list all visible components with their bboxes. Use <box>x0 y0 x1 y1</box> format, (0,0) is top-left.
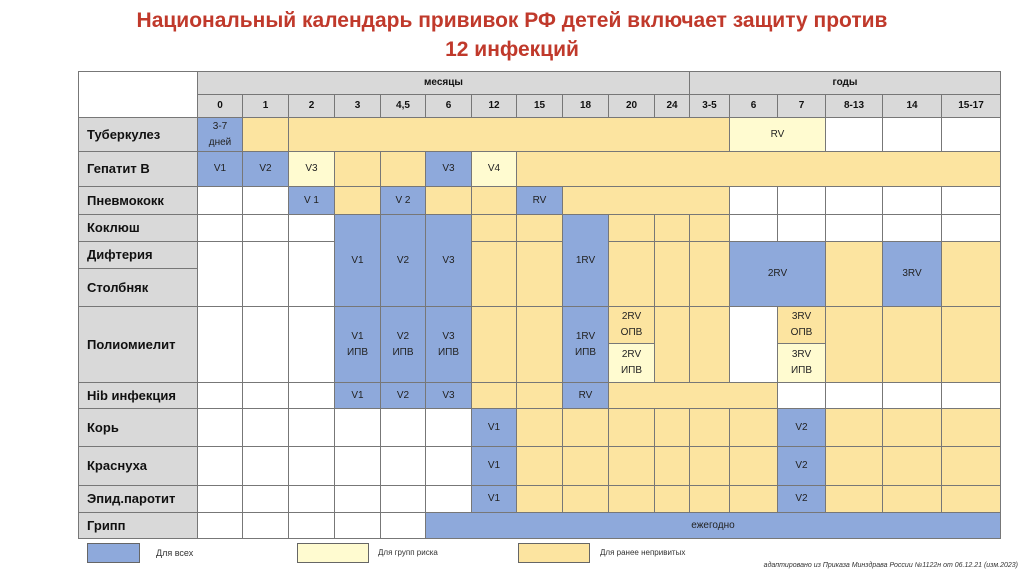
schedule-cell <box>729 485 778 513</box>
schedule-cell <box>288 306 335 383</box>
vaccine-cell: 3RV ОПВ <box>777 306 826 344</box>
schedule-cell <box>516 446 563 486</box>
schedule-cell <box>608 382 778 409</box>
age-header: 0 <box>197 94 243 118</box>
vaccine-cell: V3 <box>288 151 335 187</box>
age-header: 15 <box>516 94 563 118</box>
schedule-cell <box>689 408 730 447</box>
table-corner <box>78 71 198 118</box>
schedule-cell <box>608 241 655 307</box>
vaccine-cell: V2 <box>380 382 426 409</box>
schedule-cell <box>654 485 690 513</box>
schedule-cell <box>425 446 472 486</box>
schedule-cell <box>197 446 243 486</box>
schedule-cell <box>825 214 883 242</box>
legend-swatch-unvaccinated <box>518 543 590 563</box>
schedule-cell <box>197 408 243 447</box>
schedule-cell <box>882 408 942 447</box>
schedule-cell <box>825 382 883 409</box>
schedule-cell <box>288 382 335 409</box>
schedule-cell <box>380 485 426 513</box>
schedule-cell <box>334 512 381 539</box>
schedule-cell <box>516 408 563 447</box>
schedule-cell <box>654 446 690 486</box>
schedule-cell <box>242 241 289 307</box>
row-label-pertussis: Коклюш <box>78 214 198 242</box>
schedule-cell <box>288 485 335 513</box>
schedule-cell <box>729 186 778 215</box>
row-label-pneumo: Пневмококк <box>78 186 198 215</box>
schedule-cell <box>689 485 730 513</box>
vaccine-cell: V3 <box>425 382 472 409</box>
schedule-cell <box>471 306 517 383</box>
age-header: 18 <box>562 94 609 118</box>
schedule-cell <box>242 446 289 486</box>
vaccine-cell: V1 <box>197 151 243 187</box>
vaccine-cell: RV <box>516 186 563 215</box>
schedule-cell <box>825 446 883 486</box>
legend-label-unvaccinated: Для ранее непривитых <box>600 548 686 557</box>
schedule-cell <box>941 214 1001 242</box>
schedule-cell <box>729 214 778 242</box>
vaccine-cell: 3-7 дней <box>197 117 243 152</box>
schedule-cell <box>654 408 690 447</box>
schedule-cell <box>380 446 426 486</box>
schedule-cell <box>777 382 826 409</box>
legend-swatch-risk <box>297 543 369 563</box>
age-header: 8-13 <box>825 94 883 118</box>
schedule-cell <box>608 214 655 242</box>
schedule-cell <box>777 214 826 242</box>
schedule-cell <box>471 214 517 242</box>
vaccine-cell: V2 ИПВ <box>380 306 426 383</box>
schedule-cell <box>516 485 563 513</box>
vaccine-cell: V2 <box>777 485 826 513</box>
schedule-cell <box>197 306 243 383</box>
schedule-cell <box>288 512 335 539</box>
schedule-cell <box>825 485 883 513</box>
vaccine-cell: RV <box>729 117 826 152</box>
schedule-cell <box>608 446 655 486</box>
age-header: 20 <box>608 94 655 118</box>
vaccine-cell: 1RV <box>562 214 609 307</box>
vaccine-cell: V4 <box>471 151 517 187</box>
age-header: 14 <box>882 94 942 118</box>
schedule-cell <box>516 214 563 242</box>
schedule-cell <box>471 382 517 409</box>
title-line-2: 12 инфекций <box>445 38 579 61</box>
schedule-cell <box>608 485 655 513</box>
schedule-cell <box>425 408 472 447</box>
vaccine-cell: V3 <box>425 151 472 187</box>
age-header: 1 <box>242 94 289 118</box>
schedule-cell <box>334 485 381 513</box>
vaccine-cell: V2 <box>777 446 826 486</box>
schedule-cell <box>197 186 243 215</box>
schedule-cell <box>242 117 289 152</box>
schedule-cell <box>242 306 289 383</box>
schedule-cell <box>654 214 690 242</box>
schedule-cell <box>380 151 426 187</box>
schedule-cell <box>516 151 1001 187</box>
row-label-hepb: Гепатит В <box>78 151 198 187</box>
schedule-cell <box>516 306 563 383</box>
age-header: 24 <box>654 94 690 118</box>
schedule-cell <box>197 214 243 242</box>
vaccine-cell: V1 <box>471 446 517 486</box>
schedule-cell <box>825 117 883 152</box>
schedule-cell <box>941 485 1001 513</box>
age-header: 6 <box>729 94 778 118</box>
row-label-measles: Корь <box>78 408 198 447</box>
schedule-cell <box>825 408 883 447</box>
schedule-cell <box>334 408 381 447</box>
vaccine-cell: 1RV ИПВ <box>562 306 609 383</box>
age-header: 3-5 <box>689 94 730 118</box>
legend-swatch-all <box>87 543 140 563</box>
vaccine-cell: RV <box>562 382 609 409</box>
schedule-cell <box>882 117 942 152</box>
schedule-cell <box>729 446 778 486</box>
schedule-cell <box>825 241 883 307</box>
vaccine-cell: ежегодно <box>425 512 1001 539</box>
vaccine-cell: V3 ИПВ <box>425 306 472 383</box>
schedule-cell <box>941 306 1001 383</box>
schedule-cell <box>242 214 289 242</box>
vaccine-cell: V1 <box>471 485 517 513</box>
age-header: 3 <box>334 94 381 118</box>
schedule-cell <box>516 241 563 307</box>
schedule-cell <box>941 382 1001 409</box>
schedule-cell <box>689 306 730 383</box>
schedule-cell <box>516 382 563 409</box>
years-header: годы <box>689 71 1001 95</box>
row-label-flu: Грипп <box>78 512 198 539</box>
schedule-cell <box>882 306 942 383</box>
schedule-cell <box>380 408 426 447</box>
schedule-cell <box>197 485 243 513</box>
age-header: 6 <box>425 94 472 118</box>
schedule-cell <box>777 186 826 215</box>
vaccine-cell: V2 <box>777 408 826 447</box>
vaccine-cell: V2 <box>380 214 426 307</box>
age-header: 15-17 <box>941 94 1001 118</box>
schedule-cell <box>562 186 730 215</box>
legend-label-risk: Для групп риска <box>378 548 438 557</box>
schedule-cell <box>825 306 883 383</box>
legend-label-all: Для всех <box>156 548 194 558</box>
schedule-cell <box>689 214 730 242</box>
schedule-cell <box>197 241 243 307</box>
vaccine-cell: V1 <box>334 214 381 307</box>
schedule-cell <box>882 186 942 215</box>
schedule-cell <box>941 446 1001 486</box>
schedule-cell <box>689 241 730 307</box>
schedule-cell <box>334 446 381 486</box>
schedule-cell <box>288 214 335 242</box>
schedule-cell <box>654 241 690 307</box>
schedule-cell <box>288 117 730 152</box>
schedule-cell <box>197 512 243 539</box>
schedule-cell <box>197 382 243 409</box>
vaccine-cell: V2 <box>242 151 289 187</box>
vaccine-cell: 2RV ИПВ <box>608 343 655 383</box>
schedule-cell <box>425 186 472 215</box>
schedule-cell <box>729 306 778 383</box>
vaccine-cell: 3RV <box>882 241 942 307</box>
vaccine-cell: V 2 <box>380 186 426 215</box>
schedule-cell <box>425 485 472 513</box>
schedule-cell <box>380 512 426 539</box>
source-note: адаптировано из Приказа Минздрава России №1122н от 06.12.21 (изм.2023) <box>763 562 1018 569</box>
schedule-cell <box>334 151 381 187</box>
months-header: месяцы <box>197 71 690 95</box>
schedule-cell <box>562 408 609 447</box>
age-header: 7 <box>777 94 826 118</box>
title-line-1: Национальный календарь прививок РФ детей включает защиту против <box>136 9 888 32</box>
schedule-cell <box>242 382 289 409</box>
schedule-cell <box>689 446 730 486</box>
schedule-cell <box>242 186 289 215</box>
schedule-cell <box>729 408 778 447</box>
schedule-cell <box>882 485 942 513</box>
age-header: 4,5 <box>380 94 426 118</box>
schedule-cell <box>941 241 1001 307</box>
row-label-mumps: Эпид.паротит <box>78 485 198 513</box>
age-header: 12 <box>471 94 517 118</box>
schedule-cell <box>654 306 690 383</box>
schedule-cell <box>471 186 517 215</box>
vaccine-cell: 2RV <box>729 241 826 307</box>
schedule-cell <box>941 186 1001 215</box>
row-label-polio: Полиомиелит <box>78 306 198 383</box>
schedule-cell <box>882 214 942 242</box>
schedule-cell <box>242 485 289 513</box>
schedule-cell <box>242 512 289 539</box>
vaccine-cell: V1 <box>334 382 381 409</box>
schedule-cell <box>562 446 609 486</box>
row-label-tetanus: Столбняк <box>78 268 198 307</box>
vaccine-cell: 2RV ОПВ <box>608 306 655 344</box>
schedule-cell <box>242 408 289 447</box>
vaccine-cell: V1 ИПВ <box>334 306 381 383</box>
row-label-hib: Hib инфекция <box>78 382 198 409</box>
schedule-cell <box>608 408 655 447</box>
row-label-tb: Туберкулез <box>78 117 198 152</box>
row-label-rubella: Краснуха <box>78 446 198 486</box>
schedule-cell <box>825 186 883 215</box>
schedule-cell <box>941 117 1001 152</box>
schedule-cell <box>882 446 942 486</box>
vaccine-cell: 3RV ИПВ <box>777 343 826 383</box>
row-label-diphtheria: Дифтерия <box>78 241 198 269</box>
schedule-cell <box>882 382 942 409</box>
age-header: 2 <box>288 94 335 118</box>
vaccine-cell: V1 <box>471 408 517 447</box>
schedule-cell <box>288 408 335 447</box>
vaccine-cell: V 1 <box>288 186 335 215</box>
schedule-cell <box>471 241 517 307</box>
schedule-cell <box>288 446 335 486</box>
vaccine-cell: V3 <box>425 214 472 307</box>
schedule-cell <box>288 241 335 307</box>
schedule-cell <box>941 408 1001 447</box>
schedule-cell <box>334 186 381 215</box>
schedule-cell <box>562 485 609 513</box>
